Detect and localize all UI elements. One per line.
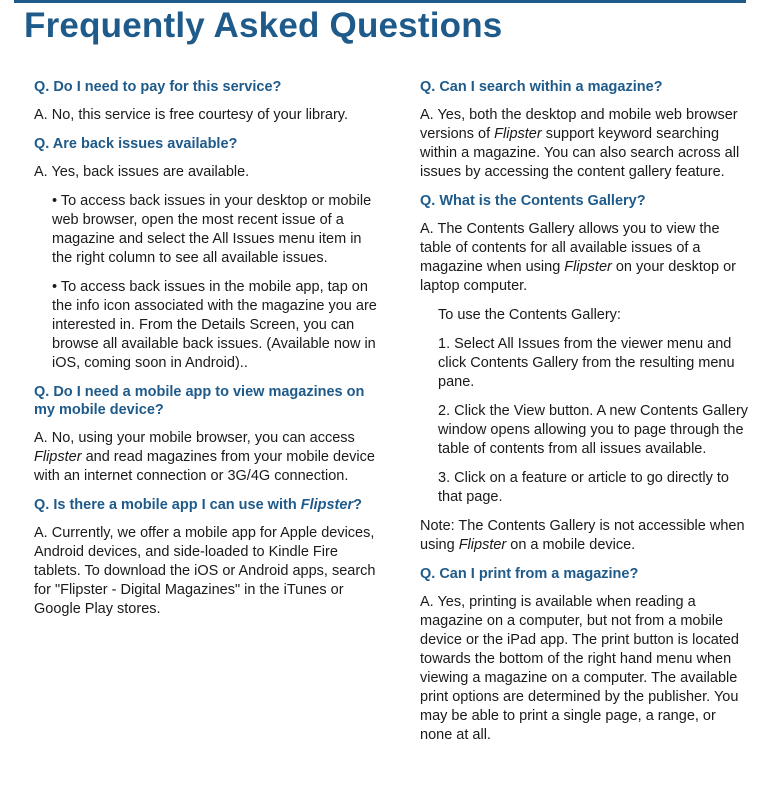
answer-text: support keyword searching within a magazine. You can also search across all issues by accessing the content gallery feature. bbox=[420, 126, 740, 180]
product-name: Flipster bbox=[300, 497, 354, 513]
faq-item-mobile-app-available bbox=[34, 496, 378, 619]
faq-bullet-desktop: • To access back issues in your desktop or mobile web browser, open the most recent issue of a magazine and select the All Issues menu item in the right column to see all available issues. bbox=[52, 193, 372, 266]
question-text: ? bbox=[353, 497, 362, 513]
faq-item-contents-gallery bbox=[420, 192, 750, 555]
faq-question: Q. Can I print from a magazine? bbox=[420, 566, 639, 582]
faq-answer bbox=[34, 429, 378, 486]
faq-question bbox=[34, 496, 378, 514]
answer-text: on your desktop or laptop computer. bbox=[420, 259, 736, 294]
note-text: on a mobile device. bbox=[506, 537, 636, 553]
faq-column-right bbox=[420, 78, 750, 755]
contents-gallery-step-3: 3. Click on a feature or article to go directly to that page. bbox=[438, 470, 729, 505]
product-name: Flipster bbox=[34, 449, 82, 465]
faq-answer: A. Currently, we offer a mobile app for Apple devices, Android devices, and side-loaded to Kindle Fire tablets. To download the iOS or Android apps, search for "Flipster - Digital Magazines" in the iTunes or Google Play stores. bbox=[34, 525, 376, 617]
faq-item-search bbox=[420, 78, 750, 182]
faq-question: Q. Are back issues available? bbox=[34, 136, 238, 152]
faq-question: Q. What is the Contents Gallery? bbox=[420, 193, 646, 209]
contents-gallery-intro: To use the Contents Gallery: bbox=[438, 307, 621, 323]
contents-gallery-step-2: 2. Click the View button. A new Contents Gallery window opens allowing you to page through the table of contents from all issues available. bbox=[438, 403, 749, 457]
answer-text: A. Yes, both the desktop and mobile web browser versions of bbox=[420, 107, 738, 142]
faq-item-pay bbox=[34, 78, 378, 125]
faq-item-mobile-app-needed bbox=[34, 383, 378, 486]
faq-answer bbox=[420, 220, 750, 296]
faq-answer bbox=[420, 106, 750, 182]
faq-question: Q. Do I need to pay for this service? bbox=[34, 79, 282, 95]
faq-item-back-issues bbox=[34, 135, 378, 373]
contents-gallery-step-1: 1. Select All Issues from the viewer menu and click Contents Gallery from the resulting menu pane. bbox=[438, 336, 735, 390]
faq-answer: A. No, this service is free courtesy of your library. bbox=[34, 107, 349, 123]
faq-column-left bbox=[34, 78, 378, 629]
answer-text: A. The Contents Gallery allows you to view the table of contents for all available issues of a magazine when using bbox=[420, 221, 720, 275]
page-title: Frequently Asked Questions bbox=[24, 6, 503, 45]
question-text: Q. Is there a mobile app I can use with bbox=[34, 497, 301, 513]
answer-text: A. No, using your mobile browser, you can access bbox=[34, 430, 355, 446]
faq-answer: A. Yes, printing is available when reading a magazine on a computer, but not from a mobile device or the iPad app. The print button is located towards the bottom of the right hand menu when viewing a magazine on a computer. The available print options are determined by the publisher. You may be able to print a single page, a range, or none at all. bbox=[420, 594, 739, 743]
product-name: Flipster bbox=[458, 537, 507, 553]
top-rule bbox=[14, 0, 746, 3]
faq-item-print bbox=[420, 565, 750, 745]
faq-bullet-mobile-app: • To access back issues in the mobile app, tap on the info icon associated with the magazine you are interested in. From the Details Screen, you can browse all available back issues. (Available now in iOS, coming soon in Android).. bbox=[52, 279, 377, 371]
answer-text: and read magazines from your mobile device with an internet connection or 3G/4G connection. bbox=[34, 449, 375, 484]
product-name: Flipster bbox=[494, 126, 542, 142]
product-name: Flipster bbox=[564, 259, 612, 275]
faq-question: Q. Do I need a mobile app to view magazines on my mobile device? bbox=[34, 384, 365, 418]
note-text: Note: The Contents Gallery is not accessible when using bbox=[420, 518, 745, 553]
faq-question: Q. Can I search within a magazine? bbox=[420, 79, 663, 95]
contents-gallery-note bbox=[420, 517, 750, 555]
faq-answer: A. Yes, back issues are available. bbox=[34, 164, 250, 180]
